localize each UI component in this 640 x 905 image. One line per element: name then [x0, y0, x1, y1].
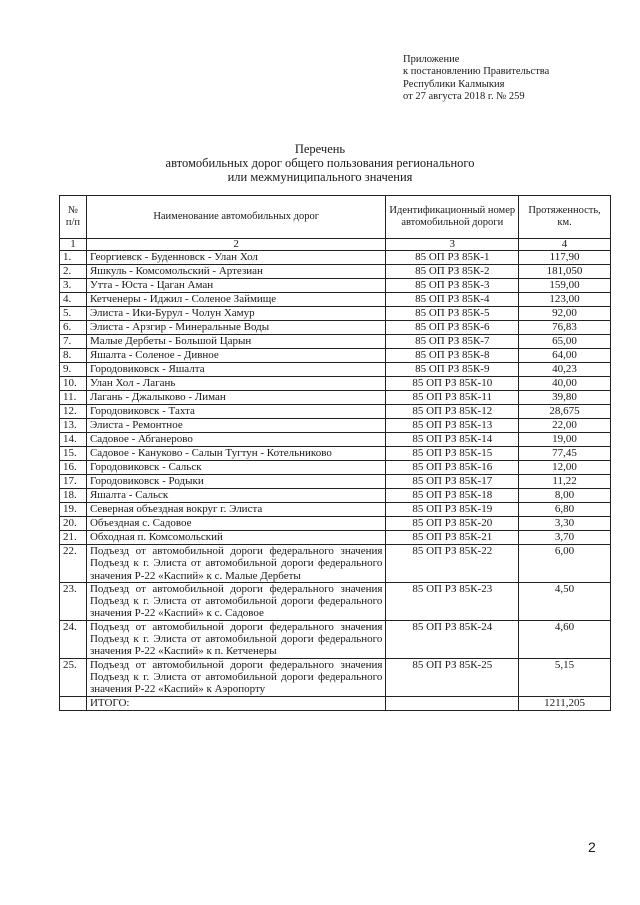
- road-name: Георгиевск - Буденновск - Улан Хол: [86, 251, 385, 265]
- row-number: 13.: [60, 419, 87, 433]
- road-name: Городовиковск - Родыки: [86, 475, 385, 489]
- row-number: 19.: [60, 503, 87, 517]
- road-name: Подъезд от автомобильной дороги федерального значения Подъезд к г. Элиста от автомобильной дороги федерального значения Р-22 «Каспий» к с. Садовое: [86, 582, 385, 620]
- road-length: 76,83: [519, 321, 611, 335]
- road-name: Городовиковск - Сальск: [86, 461, 385, 475]
- row-number: 5.: [60, 307, 87, 321]
- appendix-line: к постановлению Правительства: [403, 66, 550, 78]
- road-id: 85 ОП РЗ 85К-20: [386, 517, 519, 531]
- table-row: [60, 335, 611, 349]
- road-length: 6,00: [519, 545, 611, 583]
- roads-table: [59, 195, 611, 711]
- table-row: [60, 517, 611, 531]
- row-number: 16.: [60, 461, 87, 475]
- header-num-line2: п/п: [65, 217, 81, 228]
- column-index: 3: [386, 239, 519, 251]
- road-name: Кетченеры - Иджил - Соленое Займище: [86, 293, 385, 307]
- road-length: 4,50: [519, 582, 611, 620]
- road-name: Подъезд от автомобильной дороги федерального значения Подъезд к г. Элиста от автомобильной дороги федерального значения Р-22 «Каспий» к Аэропорту: [86, 658, 385, 696]
- table-row: [60, 293, 611, 307]
- appendix-line: Приложение: [403, 54, 460, 65]
- header-id: Идентификационный номер автомобильной дороги: [386, 196, 519, 239]
- header-name: Наименование автомобильных дорог: [86, 196, 385, 239]
- table-header-row: [60, 196, 611, 239]
- road-length: 40,00: [519, 377, 611, 391]
- road-id: 85 ОП РЗ 85К-1: [386, 251, 519, 265]
- row-number: 25.: [60, 658, 87, 696]
- column-index: 2: [86, 239, 385, 251]
- road-name: Элиста - Ремонтное: [86, 419, 385, 433]
- road-name: Малые Дербеты - Большой Царын: [86, 335, 385, 349]
- row-number: 12.: [60, 405, 87, 419]
- road-length: 123,00: [519, 293, 611, 307]
- total-label: ИТОГО:: [86, 696, 385, 710]
- table-row: [60, 531, 611, 545]
- row-number: 3.: [60, 279, 87, 293]
- row-number: 4.: [60, 293, 87, 307]
- page-number: 2: [588, 839, 596, 855]
- road-name: Подъезд от автомобильной дороги федерального значения Подъезд к г. Элиста от автомобильной дороги федерального значения Р-22 «Каспий» к с. Малые Дербеты: [86, 545, 385, 583]
- row-number: 24.: [60, 620, 87, 658]
- road-id: 85 ОП РЗ 85К-7: [386, 335, 519, 349]
- road-length: 4,60: [519, 620, 611, 658]
- road-length: 11,22: [519, 475, 611, 489]
- road-id: 85 ОП РЗ 85К-17: [386, 475, 519, 489]
- total-id-cell: [386, 696, 519, 710]
- road-length: 40,23: [519, 363, 611, 377]
- road-length: 28,675: [519, 405, 611, 419]
- road-length: 22,00: [519, 419, 611, 433]
- road-name: Городовиковск - Яшалта: [86, 363, 385, 377]
- road-name: Лагань - Джалыково - Лиман: [86, 391, 385, 405]
- column-index: 1: [60, 239, 87, 251]
- road-id: 85 ОП РЗ 85К-25: [386, 658, 519, 696]
- table-row: [60, 503, 611, 517]
- column-index-row: [60, 239, 611, 251]
- table-row: [60, 307, 611, 321]
- road-id: 85 ОП РЗ 85К-22: [386, 545, 519, 583]
- table-row: [60, 489, 611, 503]
- road-id: 85 ОП РЗ 85К-24: [386, 620, 519, 658]
- row-number: 21.: [60, 531, 87, 545]
- table-row: [60, 545, 611, 583]
- road-id: 85 ОП РЗ 85К-16: [386, 461, 519, 475]
- road-length: 92,00: [519, 307, 611, 321]
- table-row: [60, 349, 611, 363]
- road-name: Элиста - Ики-Бурул - Чолун Хамур: [86, 307, 385, 321]
- appendix-line: Республики Калмыкия: [403, 78, 505, 90]
- table-row: [60, 419, 611, 433]
- row-number: 9.: [60, 363, 87, 377]
- road-length: 5,15: [519, 658, 611, 696]
- table-row: [60, 363, 611, 377]
- table-row: [60, 377, 611, 391]
- road-id: 85 ОП РЗ 85К-11: [386, 391, 519, 405]
- table-row: [60, 391, 611, 405]
- road-id: 85 ОП РЗ 85К-6: [386, 321, 519, 335]
- total-value: 1211,205: [519, 696, 611, 710]
- row-number: 8.: [60, 349, 87, 363]
- table-row: [60, 265, 611, 279]
- road-id: 85 ОП РЗ 85К-10: [386, 377, 519, 391]
- title-line: или межмуниципального значения: [227, 170, 413, 185]
- table-row: [60, 447, 611, 461]
- column-index: 4: [519, 239, 611, 251]
- road-length: 159,00: [519, 279, 611, 293]
- title-line: автомобильных дорог общего пользования регионального: [165, 156, 475, 171]
- road-name: Городовиковск - Тахта: [86, 405, 385, 419]
- road-id: 85 ОП РЗ 85К-3: [386, 279, 519, 293]
- road-id: 85 ОП РЗ 85К-18: [386, 489, 519, 503]
- road-length: 77,45: [519, 447, 611, 461]
- row-number: 22.: [60, 545, 87, 583]
- table-row: [60, 251, 611, 265]
- document-title: [0, 142, 640, 185]
- road-id: 85 ОП РЗ 85К-15: [386, 447, 519, 461]
- row-number: 17.: [60, 475, 87, 489]
- road-name: Элиста - Арзгир - Минеральные Воды: [86, 321, 385, 335]
- table-row: [60, 658, 611, 696]
- row-number: 7.: [60, 335, 87, 349]
- appendix-header: [403, 54, 549, 104]
- road-length: 65,00: [519, 335, 611, 349]
- road-id: 85 ОП РЗ 85К-2: [386, 265, 519, 279]
- road-id: 85 ОП РЗ 85К-9: [386, 363, 519, 377]
- road-length: 12,00: [519, 461, 611, 475]
- road-length: 3,30: [519, 517, 611, 531]
- row-number: 23.: [60, 582, 87, 620]
- row-number: 11.: [60, 391, 87, 405]
- road-name: Яшалта - Соленое - Дивное: [86, 349, 385, 363]
- road-name: Яшалта - Сальск: [86, 489, 385, 503]
- table-row: [60, 321, 611, 335]
- header-num: [60, 196, 87, 239]
- header-length: Протяженность, км.: [519, 196, 611, 239]
- road-length: 3,70: [519, 531, 611, 545]
- road-length: 8,00: [519, 489, 611, 503]
- row-number: 6.: [60, 321, 87, 335]
- row-number: 18.: [60, 489, 87, 503]
- road-name: Подъезд от автомобильной дороги федерального значения Подъезд к г. Элиста от автомобильной дороги федерального значения Р-22 «Каспий» к п. Кетченеры: [86, 620, 385, 658]
- road-length: 117,90: [519, 251, 611, 265]
- table-row: [60, 279, 611, 293]
- total-num-cell: [60, 696, 87, 710]
- road-id: 85 ОП РЗ 85К-4: [386, 293, 519, 307]
- road-id: 85 ОП РЗ 85К-21: [386, 531, 519, 545]
- road-length: 64,00: [519, 349, 611, 363]
- row-number: 14.: [60, 433, 87, 447]
- road-name: Садовое - Абганерово: [86, 433, 385, 447]
- road-id: 85 ОП РЗ 85К-14: [386, 433, 519, 447]
- row-number: 1.: [60, 251, 87, 265]
- row-number: 20.: [60, 517, 87, 531]
- title-line: Перечень: [294, 142, 346, 156]
- road-name: Северная объездная вокруг г. Элиста: [86, 503, 385, 517]
- row-number: 2.: [60, 265, 87, 279]
- road-id: 85 ОП РЗ 85К-8: [386, 349, 519, 363]
- table-row: [60, 433, 611, 447]
- road-name: Обходная п. Комсомольский: [86, 531, 385, 545]
- road-name: Объездная с. Садовое: [86, 517, 385, 531]
- road-length: 6,80: [519, 503, 611, 517]
- table-row: [60, 582, 611, 620]
- appendix-line: от 27 августа 2018 г. № 259: [403, 91, 525, 103]
- row-number: 10.: [60, 377, 87, 391]
- road-name: Улан Хол - Лагань: [86, 377, 385, 391]
- road-id: 85 ОП РЗ 85К-19: [386, 503, 519, 517]
- road-id: 85 ОП РЗ 85К-12: [386, 405, 519, 419]
- row-number: 15.: [60, 447, 87, 461]
- road-id: 85 ОП РЗ 85К-13: [386, 419, 519, 433]
- road-name: Садовое - Кануково - Салын Тугтун - Котельниково: [86, 447, 385, 461]
- total-row: [60, 696, 611, 710]
- road-id: 85 ОП РЗ 85К-23: [386, 582, 519, 620]
- table-body: [60, 251, 611, 697]
- road-length: 181,050: [519, 265, 611, 279]
- table-row: [60, 405, 611, 419]
- road-name: Яшкуль - Комсомольский - Артезиан: [86, 265, 385, 279]
- table-row: [60, 461, 611, 475]
- table-row: [60, 620, 611, 658]
- road-length: 19,00: [519, 433, 611, 447]
- road-id: 85 ОП РЗ 85К-5: [386, 307, 519, 321]
- road-name: Утта - Юста - Цаган Аман: [86, 279, 385, 293]
- road-length: 39,80: [519, 391, 611, 405]
- table-row: [60, 475, 611, 489]
- header-num-line1: №: [67, 205, 78, 216]
